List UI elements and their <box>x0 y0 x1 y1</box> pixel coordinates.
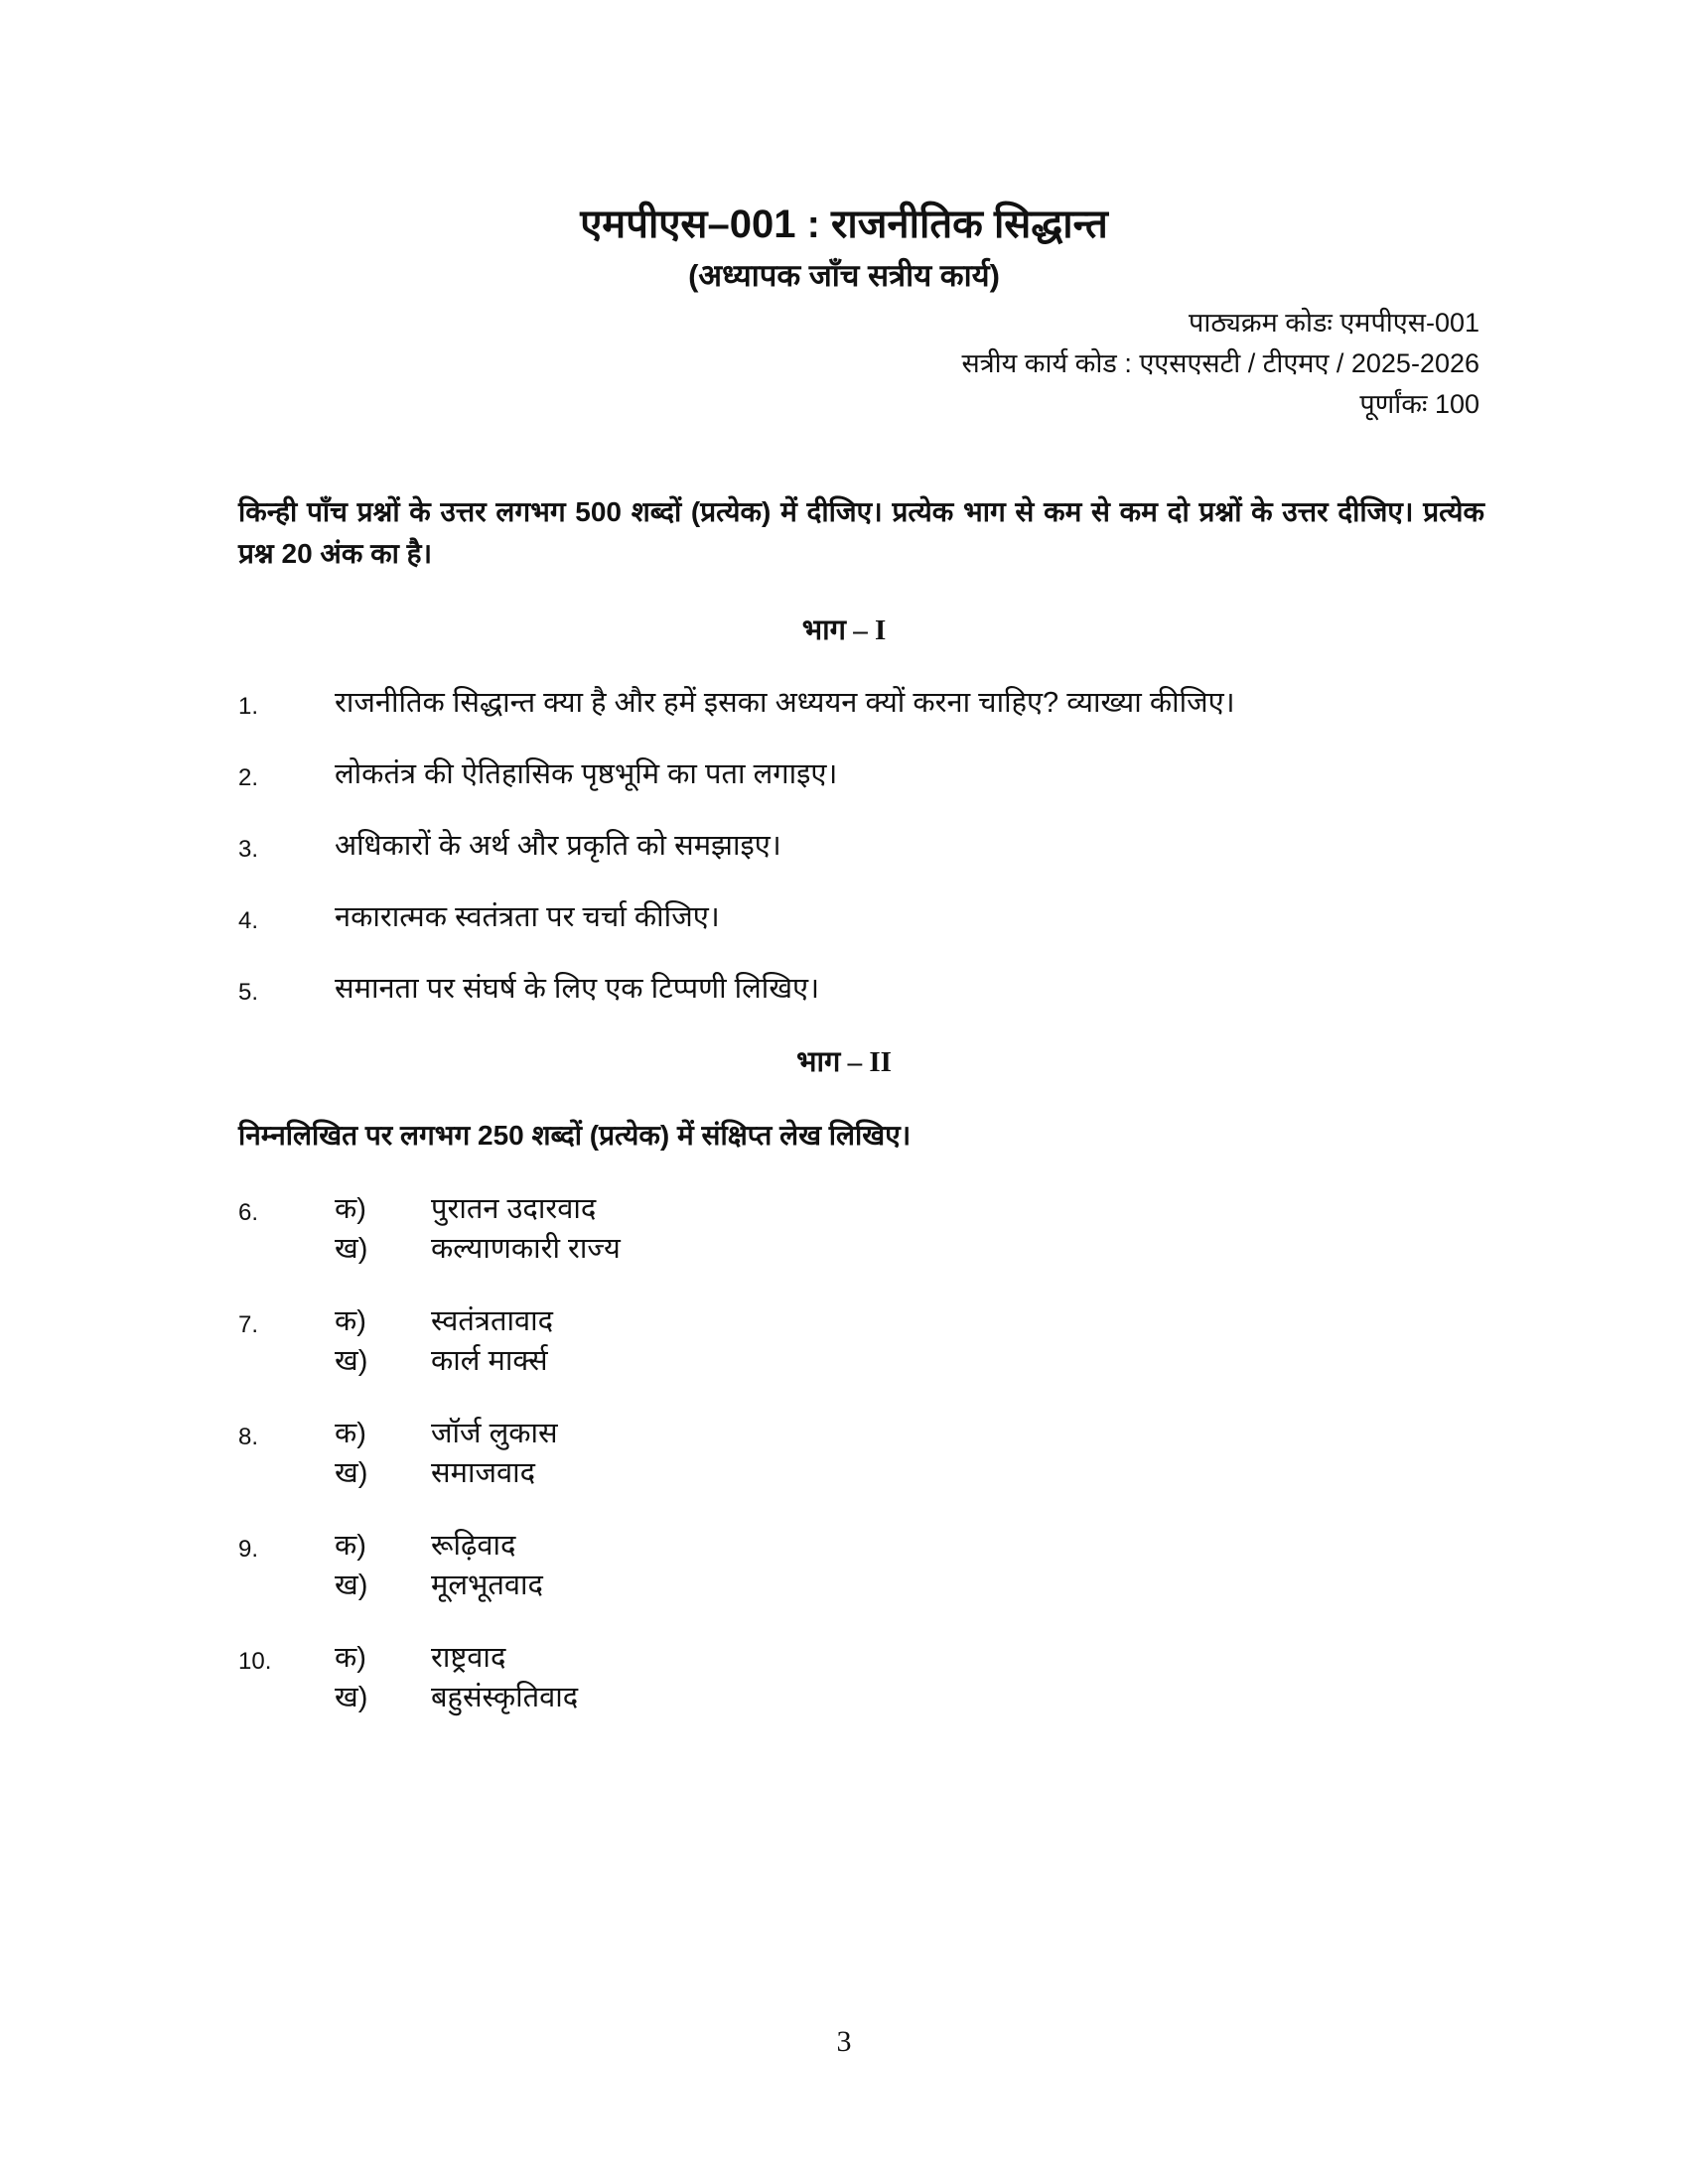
sub-question-a <box>335 1301 553 1341</box>
sub-label: क) <box>335 1193 366 1225</box>
sub-label: ख) <box>335 1345 368 1377</box>
section-heading-part1: भाग – I <box>801 614 887 646</box>
question-text: नकारात्मक स्वतंत्रता पर चर्चा कीजिए। <box>335 901 720 933</box>
question-text: राजनीतिक सिद्धान्त क्या है और हमें इसका अध्ययन क्यों करना चाहिए? व्याख्या कीजिए। <box>335 687 1235 719</box>
sub-label: क) <box>335 1305 366 1337</box>
question-number: 3. <box>238 836 259 863</box>
assignment-code: सत्रीय कार्य कोड : एएसएसटी / टीएमए / 2025-2026 <box>961 348 1479 378</box>
sub-label: ख) <box>335 1233 368 1265</box>
sub-question-text: समाजवाद <box>431 1457 536 1489</box>
sub-label: क) <box>335 1418 366 1449</box>
sub-question-text: राष्ट्रवाद <box>431 1642 506 1674</box>
question-text: अधिकारों के अर्थ और प्रकृति को समझाइए। <box>335 830 781 862</box>
sub-question-text: पुरातन उदारवाद <box>431 1193 597 1225</box>
page-subtitle: (अध्यापक जाँच सत्रीय कार्य) <box>688 258 1000 293</box>
question-text: लोकतंत्र की ऐतिहासिक पृष्ठभूमि का पता लगाइए। <box>335 758 838 790</box>
sub-question-b <box>335 1341 548 1381</box>
question-number: 6. <box>238 1199 259 1226</box>
sub-question-text: कार्ल मार्क्स <box>431 1345 548 1377</box>
sub-question-text: कल्याणकारी राज्य <box>431 1233 621 1265</box>
sub-question-text: रूढ़िवाद <box>431 1530 516 1562</box>
sub-question-text: मूलभूतवाद <box>431 1570 543 1601</box>
question-number: 4. <box>238 907 259 934</box>
instructions-part1: किन्ही पाँच प्रश्नों के उत्तर लगभग 500 शब्दों (प्रत्येक) में दीजिए। प्रत्येक भाग से कम से कम दो प्रश्नों के उत्तर दीजिए। प्रत्येक प्रश्न 20 अंक का है। <box>238 496 1484 569</box>
sub-question-a <box>335 1414 558 1453</box>
sub-question-a <box>335 1526 515 1566</box>
sub-question-a <box>335 1638 505 1678</box>
question-number: 9. <box>238 1536 259 1563</box>
question-number: 8. <box>238 1424 259 1450</box>
sub-question-b <box>335 1229 621 1269</box>
sub-question-b <box>335 1453 535 1493</box>
sub-label: ख) <box>335 1457 368 1489</box>
question-number: 10. <box>238 1648 272 1675</box>
sub-label: क) <box>335 1642 366 1674</box>
sub-question-a <box>335 1189 596 1229</box>
course-code: पाठ्यक्रम कोडः एमपीएस-001 <box>1189 308 1479 338</box>
sub-question-text: स्वतंत्रतावाद <box>431 1305 554 1337</box>
sub-label: क) <box>335 1530 366 1562</box>
section-heading-part2: भाग – II <box>796 1046 892 1078</box>
sub-question-b <box>335 1678 578 1717</box>
question-number: 1. <box>238 693 259 720</box>
question-number: 7. <box>238 1311 259 1338</box>
sub-question-text: बहुसंस्कृतिवाद <box>431 1682 579 1713</box>
sub-label: ख) <box>335 1570 368 1601</box>
max-marks: पूर्णांकः 100 <box>1359 389 1479 419</box>
sub-question-text: जॉर्ज लुकास <box>431 1418 558 1449</box>
assignment-meta <box>961 303 1479 425</box>
question-number: 2. <box>238 764 259 791</box>
instructions-part2: निम्नलिखित पर लगभग 250 शब्दों (प्रत्येक) में संक्षिप्त लेख लिखिए। <box>238 1120 912 1151</box>
question-number: 5. <box>238 979 259 1006</box>
sub-question-b <box>335 1566 543 1605</box>
sub-label: ख) <box>335 1682 368 1713</box>
page-title: एमपीएस–001 : राजनीतिक सिद्धान्त <box>580 203 1108 246</box>
page-number: 3 <box>836 2025 852 2058</box>
question-text: समानता पर संघर्ष के लिए एक टिप्पणी लिखिए। <box>335 973 820 1005</box>
